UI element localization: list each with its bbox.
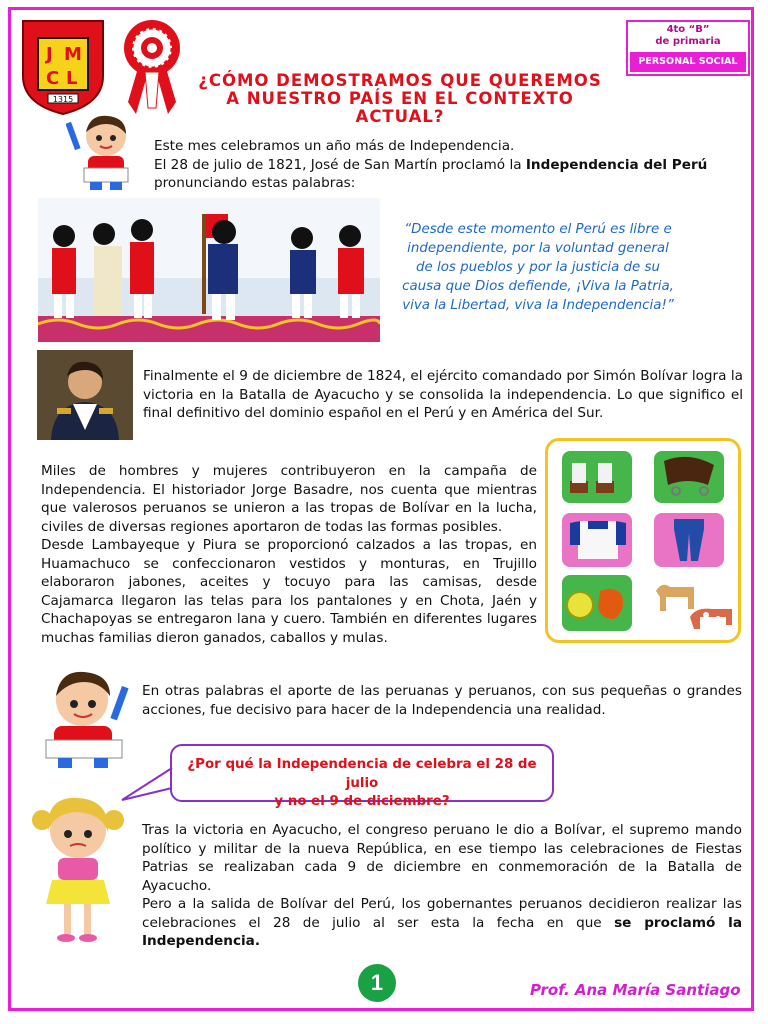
subject-area-label: PERSONAL SOCIAL xyxy=(630,52,746,72)
contributions-items-image xyxy=(545,438,741,643)
grade-level: de primaria xyxy=(655,36,721,47)
logo-letter-l: L xyxy=(66,68,78,89)
logo-letter-j: J xyxy=(46,44,53,65)
san-martin-quote: “Desde este momento el Perú es libre e independiente, por la voluntad general de los pueblos y por la justicia de su causa que Dios defiende, ¡Viva la Patria, viva la Libertad, viva la Independencia!” xyxy=(402,222,674,313)
logo-letter-m: M xyxy=(64,44,82,65)
contributions-paragraph-1: Miles de hombres y mujeres contribuyeron en la campaña de Independencia. El historiador Jorge Basadre, nos cuenta que mientras que valerosos peruanos se unieron a las tropas de Bolívar en la lucha, civiles de diversas regiones aportaron de todas las formas posibles. xyxy=(41,463,537,535)
contributions-paragraph-2: Desde Lambayeque y Piura se proporcionó calzados a las tropas, en Huamachuco se confeccionaron vestidos y monturas, en Trujillo elaboraron jabones, aceites y tocuyo para las camisas, desde Cajamarca llegaron las telas para los pantalones y en Chota, Jaén y Chachapoyas se entregaron lana y cuero. También en diferentes lugares muchas familias dieron ganados, caballos y mulas. xyxy=(41,537,537,646)
answer-paragraph-2 xyxy=(142,895,742,951)
question-line-1: ¿Por qué la Independencia de celebra el 28 de julio xyxy=(187,757,537,791)
escarapela-icon xyxy=(118,16,186,116)
contributions-section xyxy=(41,462,537,647)
answer-section xyxy=(142,821,742,951)
page-number-badge: 1 xyxy=(358,964,396,1002)
simon-bolivar-portrait xyxy=(37,350,133,440)
boy-reading-icon xyxy=(66,112,146,194)
logo-year: 1315 xyxy=(52,95,74,104)
grade-label: 4to “B” xyxy=(666,24,710,35)
items-collage xyxy=(548,441,738,640)
school-logo xyxy=(18,16,108,116)
boy-with-book-icon xyxy=(38,666,134,770)
question-line-2: y no el 9 de diciembre? xyxy=(274,794,450,809)
intro-line-1: Este mes celebramos un año más de Independencia. xyxy=(154,138,515,154)
intro-line-2-text: El 28 de julio de 1821, José de San Martín proclamó la xyxy=(154,156,526,173)
grade-box xyxy=(626,20,750,76)
intro-line-2-bold: Independencia del Perú xyxy=(525,156,708,173)
ayacucho-paragraph: Finalmente el 9 de diciembre de 1824, el ejército comandado por Simón Bolívar logra la victoria en la Batalla de Ayacucho y se consolida la independencia. Lo que significo el final definitivo del dominio español en el Perú y en América del Sur. xyxy=(143,368,743,421)
intro-line-2 xyxy=(154,156,744,175)
title-line-2: A NUESTRO PAÍS EN EL CONTEXTO xyxy=(226,89,574,108)
girl-thinking-icon xyxy=(26,790,126,944)
answer-paragraph-1: Tras la victoria en Ayacucho, el congreso peruano le dio a Bolívar, el supremo mando político y militar de la nueva República, en ese tiempo las celebraciones de Fiestas Patrias se realizaban cada 9 de diciembre en conmemoración de la Batalla de Ayacucho. xyxy=(142,822,742,894)
summary-paragraph: En otras palabras el aporte de las peruanas y peruanos, con sus pequeñas o grandes acciones, fue decisivo para hacer de la Independencia una realidad. xyxy=(142,683,742,718)
question-box xyxy=(170,744,554,809)
page-title xyxy=(190,72,610,126)
proclamation-scene-image xyxy=(38,198,380,342)
intro-line-3: pronunciando estas palabras: xyxy=(154,175,356,191)
intro-section xyxy=(154,137,744,193)
author-signature: Prof. Ana María Santiago xyxy=(530,981,741,999)
answer-paragraph-2-text: Pero a la salida de Bolívar del Perú, los gobernantes peruanos decidieron realizar las celebraciones el 28 de julio al ser esta la fecha en que xyxy=(142,896,742,931)
title-line-1: ¿CÓMO DEMOSTRAMOS QUE QUEREMOS xyxy=(198,71,602,90)
title-line-3: ACTUAL? xyxy=(355,107,445,126)
speech-bubble-tail xyxy=(118,760,174,804)
answer-paragraph-2-bold: se proclamó la Independencia. xyxy=(142,914,742,949)
logo-letter-c: C xyxy=(46,68,60,89)
